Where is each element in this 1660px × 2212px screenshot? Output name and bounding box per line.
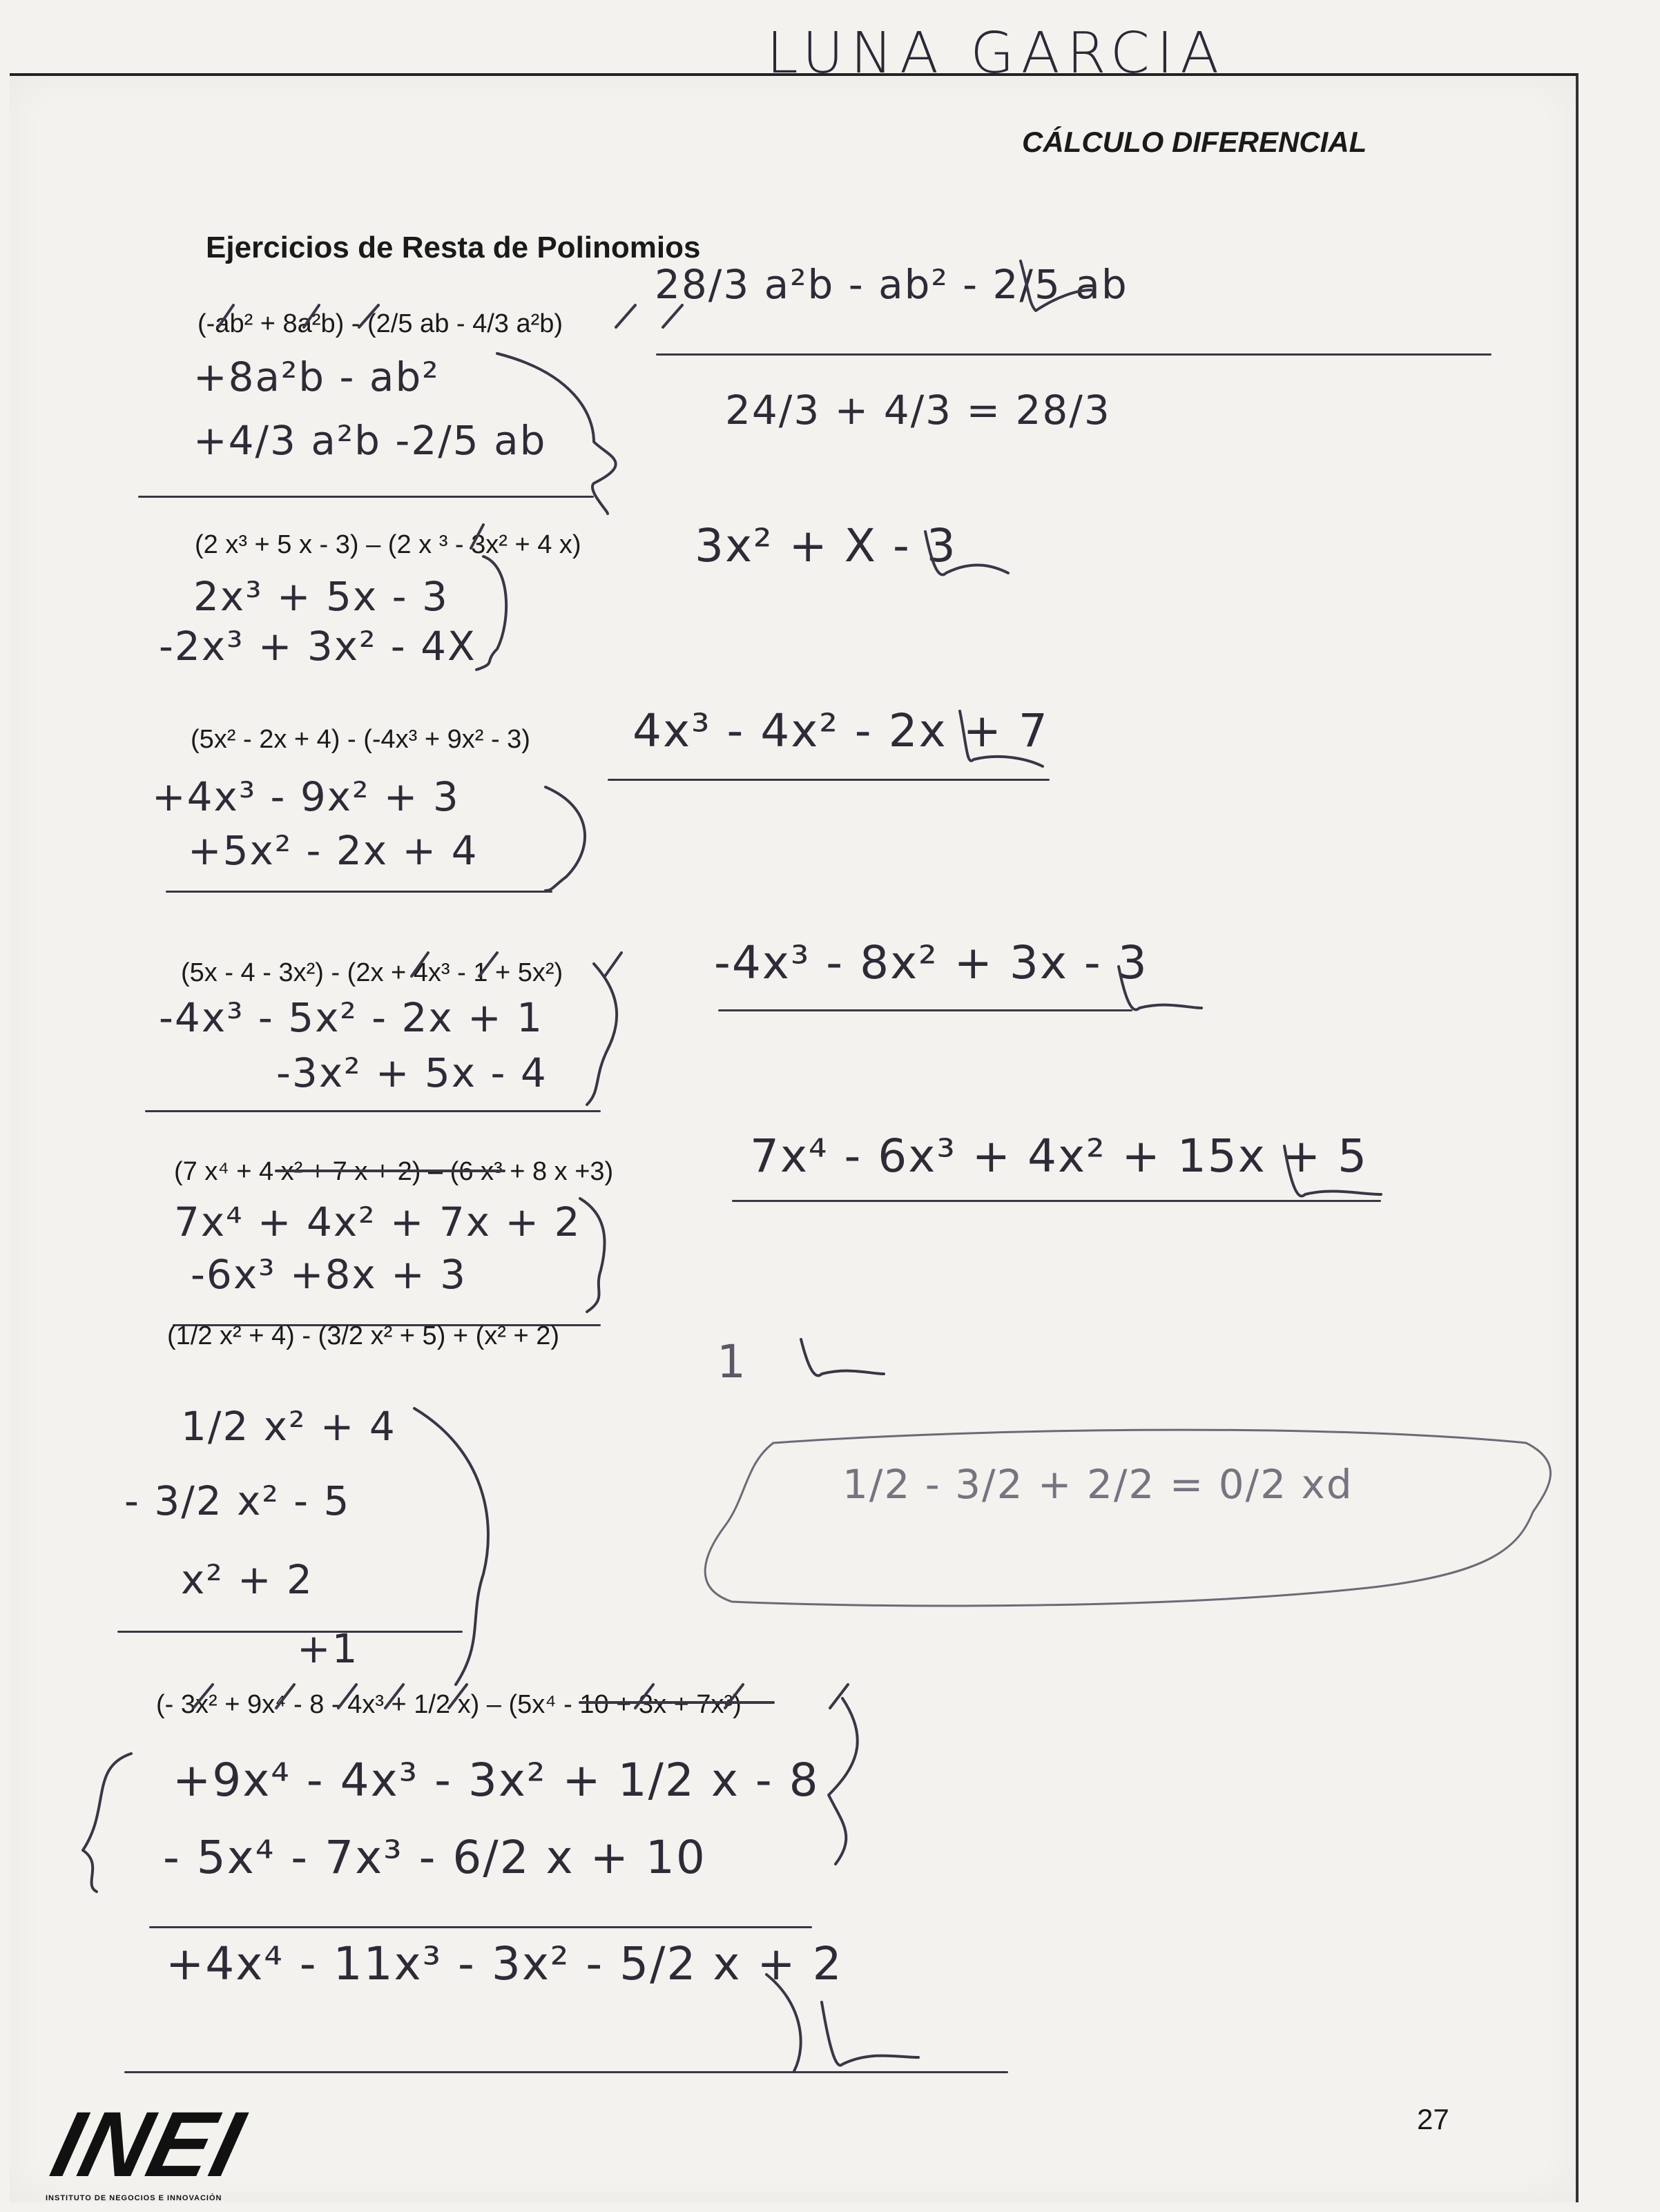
exercise-6-work-line: +1 <box>297 1625 359 1672</box>
exercise-5-work-line: -6x³ +8x + 3 <box>191 1251 467 1298</box>
exercise-3-work-line: +4x³ - 9x² + 3 <box>152 773 460 820</box>
exercise-5-work-line: 7x⁴ + 4x² + 7x + 2 <box>174 1199 581 1245</box>
exercise-4-work-line: -3x² + 5x - 4 <box>276 1049 548 1096</box>
exercise-6-side-work: 1/2 - 3/2 + 2/2 = 0/2 xd <box>842 1461 1353 1508</box>
exercise-7-work-line: - 5x⁴ - 7x³ - 6/2 x + 10 <box>163 1831 706 1884</box>
logo-wordmark: INEI <box>42 2093 254 2196</box>
exercise-2-problem: (2 x³ + 5 x - 3) – (2 x ³ - 3x² + 4 x) <box>195 530 581 559</box>
exercise-2-answer: 3x² + X - 3 <box>695 519 957 572</box>
exercise-2-work-line: 2x³ + 5x - 3 <box>193 573 449 620</box>
exercise-1-answer: 28/3 a²b - ab² - 2/5 ab <box>655 261 1128 308</box>
exercise-6-problem: (1/2 x² + 4) - (3/2 x² + 5) + (x² + 2) <box>167 1321 560 1350</box>
exercise-6-answer: 1 <box>717 1335 747 1388</box>
institute-logo <box>41 2093 304 2202</box>
exercise-5-answer: 7x⁴ - 6x³ + 4x² + 15x + 5 <box>750 1129 1369 1183</box>
exercise-1-side-work: 24/3 + 4/3 = 28/3 <box>725 387 1111 434</box>
exercise-4-work-line: -4x³ - 5x² - 2x + 1 <box>159 994 544 1041</box>
exercise-1-work-line: +4/3 a²b -2/5 ab <box>193 417 547 464</box>
section-title: Ejercicios de Resta de Polinomios <box>206 231 701 264</box>
student-name: LUNA GARCIA <box>766 21 1226 86</box>
exercise-3-work-line: +5x² - 2x + 4 <box>188 827 479 874</box>
page-number: 27 <box>1417 2103 1449 2135</box>
exercise-3-problem: (5x² - 2x + 4) - (-4x³ + 9x² - 3) <box>191 725 530 754</box>
course-title: CÁLCULO DIFERENCIAL <box>1022 126 1367 158</box>
exercise-3-answer: 4x³ - 4x² - 2x + 7 <box>633 704 1049 757</box>
exercise-4-problem: (5x - 4 - 3x²) - (2x + 4x³ - 1 + 5x²) <box>181 958 563 987</box>
logo-tagline: INSTITUTO DE NEGOCIOS E INNOVACIÓN <box>46 2194 222 2202</box>
exercise-5-problem: (7 x⁴ + 4 x² + 7 x + 2) – (6 x³ + 8 x +3) <box>174 1157 614 1186</box>
exercise-7-work-line: +9x⁴ - 4x³ - 3x² + 1/2 x - 8 <box>173 1754 820 1807</box>
exercise-6-work-line: 1/2 x² + 4 <box>181 1403 396 1450</box>
exercise-6-work-line: - 3/2 x² - 5 <box>124 1477 351 1524</box>
exercise-7-answer: +4x⁴ - 11x³ - 3x² - 5/2 x + 2 <box>166 1937 843 1990</box>
exercise-6-work-line: x² + 2 <box>181 1556 313 1603</box>
exercise-7-problem: (- 3x² + 9x⁴ - 8 - 4x³ + 1/2 x) – (5x⁴ - 10 + 3x + 7x³) <box>156 1690 742 1719</box>
exercise-4-answer: -4x³ - 8x² + 3x - 3 <box>714 936 1148 989</box>
exercise-1-problem: (-ab² + 8a²b) - (2/5 ab - 4/3 a²b) <box>197 309 563 338</box>
exercise-2-work-line: -2x³ + 3x² - 4X <box>159 623 476 670</box>
exercise-1-work-line: +8a²b - ab² <box>193 353 440 400</box>
